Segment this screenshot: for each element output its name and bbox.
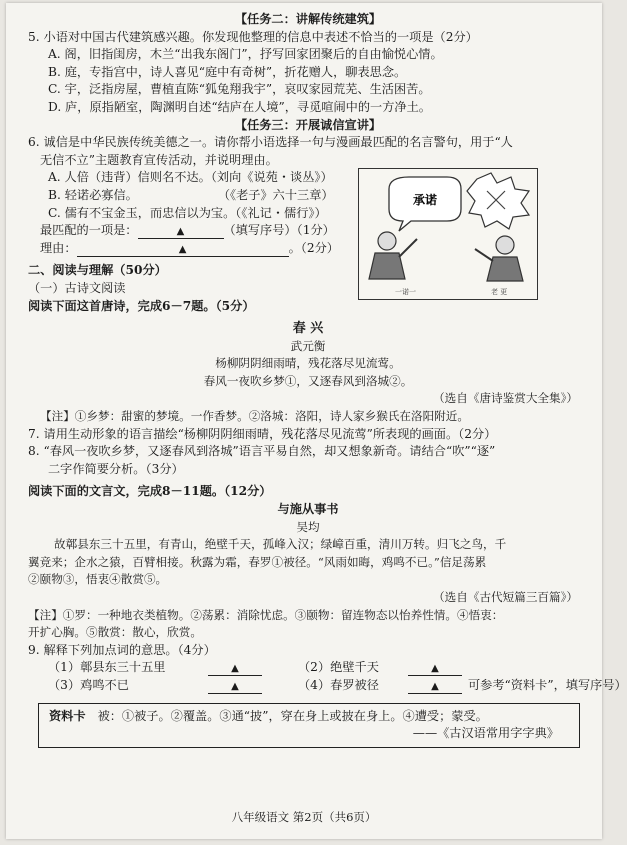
q6-answer-prefix: 最匹配的一项是： [40, 223, 138, 238]
q9-blank-1[interactable] [208, 661, 262, 676]
prose-line-3: ②颐物③，悟衷④散赏⑤。 [28, 572, 168, 587]
poem-line-2: 春风一夜吹乡梦①，又逐春风到洛城②。 [203, 373, 413, 388]
page-content [28, 11, 627, 748]
q9-item-2: （2）绝壁千天 [298, 660, 379, 675]
question-9: 9. 解释下列加点词的意思。（4分） [28, 642, 216, 657]
comic-caption-left: 一诺一 [395, 288, 416, 296]
comic-illustration [358, 168, 538, 300]
question-8-line2: 二字作简要分析。（3分） [48, 461, 184, 476]
q5-option-a: A. 阁，旧指闺房，木兰“出我东阁门”，抒写回家团聚后的自由愉悦心情。 [48, 47, 443, 62]
question-5: 5. 小语对中国古代建筑感兴趣。你发现他整理的信息中表述不恰当的一项是（2分） [28, 29, 478, 44]
poem-title: 春 兴 [292, 321, 324, 337]
prose-source: （选自《古代短篇三百篇》） [433, 590, 578, 604]
right-figure-head [496, 236, 514, 254]
q9-blank-4[interactable] [408, 679, 462, 694]
q6-option-b-text: B. 轻诺必寡信。 [48, 187, 138, 202]
reference-card [38, 703, 580, 748]
answer-marker-icon: ▲ [178, 243, 187, 255]
prose-line-2: 翼竞来；企水之猿，百臂相接。秋露为霜，春罗①被径。“风雨如晦，鸡鸣不已。”信足荡累 [28, 554, 487, 569]
q6-option-c: C. 儒有不宝金玉，而忠信以为宝。（《礼记・儒行》） [48, 205, 327, 220]
prose-note-line1: 【注】①罗：一种地衣类植物。②荡累：消除忧虑。③颐物：留连物态以怡养性情。④悟衷： [28, 607, 504, 622]
q5-option-b: B. 庭，专指宫中，诗人喜见“庭中有奇树”，折花赠人，聊表思念。 [48, 64, 407, 79]
q5-option-d: D. 庐，原指陋室，陶渊明自述“结庐在人境”，寻觅喧闹中的一方净土。 [48, 99, 431, 114]
question-6-line1: 6. 诚信是中华民族传统美德之一。请你帮小语选择一句与漫画最匹配的名言警句，用于“人 [28, 135, 513, 150]
burst-bubble [467, 173, 529, 229]
left-figure-head [378, 232, 396, 250]
prose-note-line2: 开扩心胸。⑤散赏：散心，欣赏。 [28, 625, 202, 640]
answer-marker-icon: ▲ [231, 663, 239, 675]
left-figure-arm [399, 239, 417, 257]
reference-card-source: ——《古汉语常用字字典》 [412, 726, 559, 741]
prose-author: 吴均 [296, 519, 320, 534]
section2-title: 二、阅读与理解（50分） [28, 263, 167, 278]
q6-option-b-source: （《老子》六十三章） [217, 187, 334, 202]
q6-answer-suffix: （填写序号）（1分） [223, 223, 335, 238]
right-figure-arm [475, 249, 493, 261]
page-footer: 八年级语文 第2页（共6页） [231, 810, 377, 824]
q9-item-4: （4）春罗被径 [298, 677, 379, 692]
answer-marker-icon: ▲ [431, 680, 439, 692]
poem-line-1: 杨柳阴阴细雨晴，残花落尽见流莺。 [215, 356, 401, 371]
q9-item-3: （3）鸡鸣不已 [48, 677, 129, 692]
prose-title: 与施从事书 [277, 502, 339, 517]
comic-drawing [359, 169, 537, 299]
q6-reason-prefix: 理由： [40, 240, 77, 255]
poem-author: 武元衡 [290, 338, 326, 353]
question-7: 7. 请用生动形象的语言描绘“杨柳阴阴细雨晴，残花落尽见流莺”所表现的画面。（2分） [28, 426, 497, 441]
exam-page [6, 3, 627, 839]
prose-instructions: 阅读下面的文言文，完成8－11题。（12分） [28, 484, 272, 499]
q6-reason-suffix: 。（2分） [288, 240, 339, 255]
q6-answer-blank[interactable] [138, 224, 224, 239]
q9-item-1: （1）鄣县东三十五里 [48, 660, 166, 675]
poem-instructions: 阅读下面这首唐诗，完成6－7题。（5分） [28, 298, 255, 313]
reference-card-title: 资料卡 [49, 708, 86, 723]
q9-row-2 [28, 677, 627, 695]
q9-hint: 可参考“资料卡”，填写序号） [468, 677, 627, 692]
q6-option-a: A. 人倍（违背）信则名不达。（刘向《说苑・谈丛》） [48, 170, 333, 185]
q9-row-1 [28, 659, 588, 677]
reference-card-body [49, 708, 569, 726]
task2-heading: 【任务二：讲解传统建筑】 [234, 12, 382, 26]
task3-heading: 【任务三：开展诚信宣讲】 [234, 117, 382, 132]
answer-marker-icon: ▲ [176, 226, 185, 238]
poem-note: 【注】①乡梦：甜蜜的梦境。一作香梦。②洛城：洛阳，诗人家乡猴氏在洛阳附近。 [40, 409, 469, 424]
question-6-line2: 无信不立”主题教育宣传活动，并说明理由。 [40, 152, 278, 167]
prose-line-1: 故鄣县东三十五里，有青山，绝壁千天，孤峰入汉；绿嶂百重，清川万转。归飞之鸟，千 [54, 537, 507, 552]
q6-reason-blank[interactable] [77, 242, 289, 257]
comic-caption-right: 老 更 [491, 288, 508, 296]
question-8-line1: 8. “春风一夜吹乡梦，又逐春风到洛城”语言平易自然，却又想象新奇。请结合“吹”“逐” [28, 444, 496, 459]
comic-bubble-text: 承诺 [412, 193, 438, 207]
section2-subtitle: （一）古诗文阅读 [28, 280, 126, 295]
q5-option-c: C. 宇，泛指房屋，曹植直陈“狐兔翔我宇”，哀叹家园荒芜、生活困苦。 [48, 82, 431, 97]
q9-blank-3[interactable] [208, 679, 262, 694]
poem-source: （选自《唐诗鉴赏大全集》） [433, 391, 578, 406]
q9-blank-2[interactable] [408, 661, 462, 676]
answer-marker-icon: ▲ [431, 663, 439, 675]
answer-marker-icon: ▲ [231, 680, 239, 692]
reference-card-text: 被：①被子。②覆盖。③通“披”，穿在身上或披在身上。④遭受；蒙受。 [97, 708, 488, 723]
